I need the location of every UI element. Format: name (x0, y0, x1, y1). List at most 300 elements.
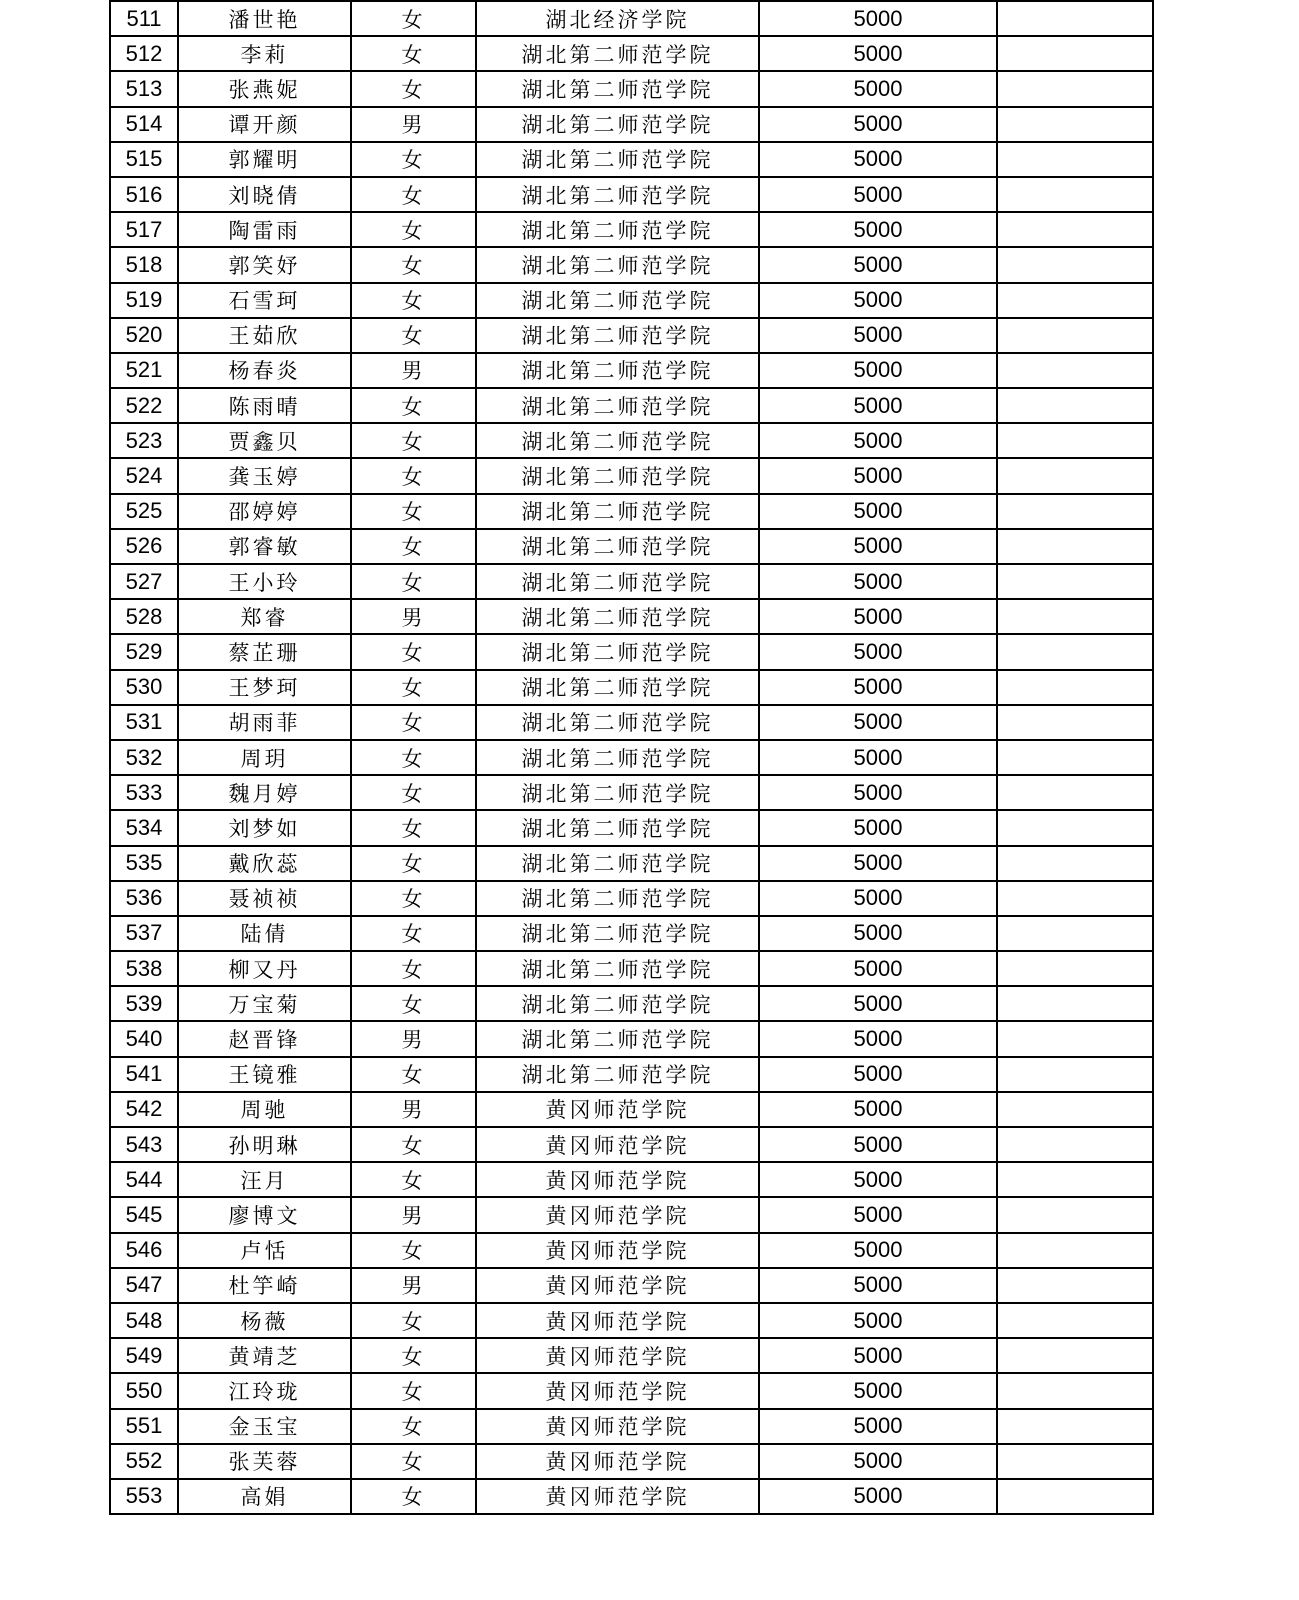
gender-cell: 女 (351, 388, 476, 423)
school-cell: 湖北第二师范学院 (476, 142, 759, 177)
row-number-cell: 534 (110, 810, 178, 845)
table-row (110, 986, 1153, 1021)
name-cell: 孙明琳 (178, 1127, 351, 1162)
amount-cell: 5000 (759, 318, 997, 353)
amount-cell: 5000 (759, 634, 997, 669)
name-cell: 蔡芷珊 (178, 634, 351, 669)
school-cell: 湖北第二师范学院 (476, 705, 759, 740)
table-row (110, 458, 1153, 493)
table-row (110, 1, 1153, 36)
name-cell: 戴欣蕊 (178, 846, 351, 881)
table-row (110, 951, 1153, 986)
table-row (110, 599, 1153, 634)
row-number-cell: 524 (110, 458, 178, 493)
name-cell: 王镜雅 (178, 1057, 351, 1092)
gender-cell: 男 (351, 1021, 476, 1056)
gender-cell: 女 (351, 177, 476, 212)
remark-cell (997, 1092, 1153, 1127)
school-cell: 湖北第二师范学院 (476, 670, 759, 705)
name-cell: 杜竽崎 (178, 1268, 351, 1303)
amount-cell: 5000 (759, 458, 997, 493)
table-row (110, 846, 1153, 881)
gender-cell: 女 (351, 1127, 476, 1162)
gender-cell: 女 (351, 71, 476, 106)
name-cell: 郑睿 (178, 599, 351, 634)
gender-cell: 女 (351, 247, 476, 282)
remark-cell (997, 212, 1153, 247)
school-cell: 湖北第二师范学院 (476, 212, 759, 247)
amount-cell: 5000 (759, 1162, 997, 1197)
gender-cell: 女 (351, 1444, 476, 1479)
row-number-cell: 552 (110, 1444, 178, 1479)
amount-cell: 5000 (759, 1479, 997, 1514)
gender-cell: 男 (351, 599, 476, 634)
remark-cell (997, 353, 1153, 388)
table-row (110, 388, 1153, 423)
amount-cell: 5000 (759, 1021, 997, 1056)
name-cell: 王茹欣 (178, 318, 351, 353)
remark-cell (997, 1233, 1153, 1268)
amount-cell: 5000 (759, 1268, 997, 1303)
table-row (110, 107, 1153, 142)
name-cell: 王小玲 (178, 564, 351, 599)
gender-cell: 女 (351, 810, 476, 845)
school-cell: 黄冈师范学院 (476, 1162, 759, 1197)
gender-cell: 女 (351, 846, 476, 881)
name-cell: 廖博文 (178, 1197, 351, 1232)
amount-cell: 5000 (759, 1127, 997, 1162)
gender-cell: 女 (351, 634, 476, 669)
amount-cell: 5000 (759, 247, 997, 282)
row-number-cell: 545 (110, 1197, 178, 1232)
amount-cell: 5000 (759, 1057, 997, 1092)
name-cell: 谭开颜 (178, 107, 351, 142)
row-number-cell: 522 (110, 388, 178, 423)
name-cell: 郭耀明 (178, 142, 351, 177)
amount-cell: 5000 (759, 1, 997, 36)
table-row (110, 1303, 1153, 1338)
table-row (110, 1479, 1153, 1514)
school-cell: 湖北第二师范学院 (476, 36, 759, 71)
row-number-cell: 525 (110, 494, 178, 529)
remark-cell (997, 1162, 1153, 1197)
school-cell: 湖北第二师范学院 (476, 529, 759, 564)
row-number-cell: 549 (110, 1338, 178, 1373)
school-cell: 湖北第二师范学院 (476, 846, 759, 881)
amount-cell: 5000 (759, 1338, 997, 1373)
remark-cell (997, 283, 1153, 318)
table-row (110, 1373, 1153, 1408)
school-cell: 湖北第二师范学院 (476, 494, 759, 529)
name-cell: 龚玉婷 (178, 458, 351, 493)
gender-cell: 男 (351, 1197, 476, 1232)
table-row (110, 670, 1153, 705)
name-cell: 李莉 (178, 36, 351, 71)
name-cell: 郭笑妤 (178, 247, 351, 282)
recipient-table (109, 0, 1154, 1515)
name-cell: 石雪珂 (178, 283, 351, 318)
name-cell: 刘晓倩 (178, 177, 351, 212)
row-number-cell: 514 (110, 107, 178, 142)
table-row (110, 564, 1153, 599)
row-number-cell: 518 (110, 247, 178, 282)
remark-cell (997, 599, 1153, 634)
name-cell: 张芙蓉 (178, 1444, 351, 1479)
table-row (110, 634, 1153, 669)
gender-cell: 女 (351, 1303, 476, 1338)
gender-cell: 女 (351, 142, 476, 177)
row-number-cell: 542 (110, 1092, 178, 1127)
amount-cell: 5000 (759, 177, 997, 212)
amount-cell: 5000 (759, 740, 997, 775)
remark-cell (997, 846, 1153, 881)
remark-cell (997, 951, 1153, 986)
gender-cell: 男 (351, 1268, 476, 1303)
gender-cell: 男 (351, 107, 476, 142)
name-cell: 胡雨菲 (178, 705, 351, 740)
table-row (110, 353, 1153, 388)
row-number-cell: 539 (110, 986, 178, 1021)
gender-cell: 女 (351, 705, 476, 740)
school-cell: 湖北第二师范学院 (476, 318, 759, 353)
name-cell: 江玲珑 (178, 1373, 351, 1408)
row-number-cell: 519 (110, 283, 178, 318)
name-cell: 陈雨晴 (178, 388, 351, 423)
amount-cell: 5000 (759, 142, 997, 177)
table-row (110, 212, 1153, 247)
row-number-cell: 528 (110, 599, 178, 634)
gender-cell: 女 (351, 36, 476, 71)
name-cell: 汪月 (178, 1162, 351, 1197)
name-cell: 张燕妮 (178, 71, 351, 106)
table-row (110, 1127, 1153, 1162)
amount-cell: 5000 (759, 810, 997, 845)
school-cell: 湖北经济学院 (476, 1, 759, 36)
table-row (110, 36, 1153, 71)
school-cell: 黄冈师范学院 (476, 1303, 759, 1338)
row-number-cell: 550 (110, 1373, 178, 1408)
gender-cell: 女 (351, 1479, 476, 1514)
gender-cell: 女 (351, 1, 476, 36)
name-cell: 杨春炎 (178, 353, 351, 388)
school-cell: 湖北第二师范学院 (476, 283, 759, 318)
amount-cell: 5000 (759, 1233, 997, 1268)
school-cell: 黄冈师范学院 (476, 1233, 759, 1268)
row-number-cell: 551 (110, 1409, 178, 1444)
amount-cell: 5000 (759, 71, 997, 106)
school-cell: 黄冈师范学院 (476, 1092, 759, 1127)
row-number-cell: 544 (110, 1162, 178, 1197)
gender-cell: 女 (351, 1338, 476, 1373)
school-cell: 湖北第二师范学院 (476, 1057, 759, 1092)
table-row (110, 1162, 1153, 1197)
amount-cell: 5000 (759, 388, 997, 423)
row-number-cell: 540 (110, 1021, 178, 1056)
amount-cell: 5000 (759, 916, 997, 951)
name-cell: 魏月婷 (178, 775, 351, 810)
amount-cell: 5000 (759, 986, 997, 1021)
name-cell: 杨薇 (178, 1303, 351, 1338)
amount-cell: 5000 (759, 1092, 997, 1127)
table-row (110, 1409, 1153, 1444)
name-cell: 柳又丹 (178, 951, 351, 986)
remark-cell (997, 740, 1153, 775)
table-row (110, 775, 1153, 810)
gender-cell: 女 (351, 283, 476, 318)
table-row (110, 1268, 1153, 1303)
row-number-cell: 538 (110, 951, 178, 986)
school-cell: 湖北第二师范学院 (476, 740, 759, 775)
name-cell: 金玉宝 (178, 1409, 351, 1444)
remark-cell (997, 247, 1153, 282)
school-cell: 黄冈师范学院 (476, 1338, 759, 1373)
school-cell: 湖北第二师范学院 (476, 881, 759, 916)
gender-cell: 女 (351, 1233, 476, 1268)
remark-cell (997, 1197, 1153, 1232)
name-cell: 周驰 (178, 1092, 351, 1127)
amount-cell: 5000 (759, 1303, 997, 1338)
gender-cell: 女 (351, 986, 476, 1021)
row-number-cell: 543 (110, 1127, 178, 1162)
table-row (110, 705, 1153, 740)
amount-cell: 5000 (759, 1409, 997, 1444)
gender-cell: 女 (351, 318, 476, 353)
row-number-cell: 529 (110, 634, 178, 669)
amount-cell: 5000 (759, 353, 997, 388)
name-cell: 郭睿敏 (178, 529, 351, 564)
school-cell: 湖北第二师范学院 (476, 634, 759, 669)
table-row (110, 423, 1153, 458)
gender-cell: 女 (351, 881, 476, 916)
amount-cell: 5000 (759, 529, 997, 564)
remark-cell (997, 318, 1153, 353)
school-cell: 湖北第二师范学院 (476, 810, 759, 845)
amount-cell: 5000 (759, 670, 997, 705)
table-row (110, 1021, 1153, 1056)
school-cell: 湖北第二师范学院 (476, 951, 759, 986)
table-row (110, 740, 1153, 775)
remark-cell (997, 458, 1153, 493)
gender-cell: 女 (351, 458, 476, 493)
name-cell: 黄靖芝 (178, 1338, 351, 1373)
remark-cell (997, 775, 1153, 810)
remark-cell (997, 388, 1153, 423)
table-row (110, 177, 1153, 212)
gender-cell: 女 (351, 951, 476, 986)
gender-cell: 女 (351, 494, 476, 529)
remark-cell (997, 177, 1153, 212)
table-row (110, 881, 1153, 916)
row-number-cell: 520 (110, 318, 178, 353)
table-row (110, 1338, 1153, 1373)
recipient-table-body (110, 1, 1153, 1514)
table-row (110, 71, 1153, 106)
school-cell: 黄冈师范学院 (476, 1479, 759, 1514)
gender-cell: 女 (351, 564, 476, 599)
name-cell: 高娟 (178, 1479, 351, 1514)
remark-cell (997, 1127, 1153, 1162)
name-cell: 卢恬 (178, 1233, 351, 1268)
gender-cell: 女 (351, 1373, 476, 1408)
school-cell: 湖北第二师范学院 (476, 986, 759, 1021)
gender-cell: 女 (351, 740, 476, 775)
row-number-cell: 547 (110, 1268, 178, 1303)
remark-cell (997, 564, 1153, 599)
name-cell: 周玥 (178, 740, 351, 775)
gender-cell: 男 (351, 1092, 476, 1127)
amount-cell: 5000 (759, 599, 997, 634)
amount-cell: 5000 (759, 564, 997, 599)
school-cell: 湖北第二师范学院 (476, 775, 759, 810)
amount-cell: 5000 (759, 951, 997, 986)
name-cell: 潘世艳 (178, 1, 351, 36)
school-cell: 湖北第二师范学院 (476, 564, 759, 599)
row-number-cell: 537 (110, 916, 178, 951)
amount-cell: 5000 (759, 775, 997, 810)
school-cell: 湖北第二师范学院 (476, 247, 759, 282)
remark-cell (997, 1057, 1153, 1092)
table-row (110, 810, 1153, 845)
name-cell: 万宝菊 (178, 986, 351, 1021)
table-row (110, 1233, 1153, 1268)
row-number-cell: 541 (110, 1057, 178, 1092)
amount-cell: 5000 (759, 283, 997, 318)
remark-cell (997, 1303, 1153, 1338)
name-cell: 贾鑫贝 (178, 423, 351, 458)
remark-cell (997, 494, 1153, 529)
row-number-cell: 511 (110, 1, 178, 36)
row-number-cell: 548 (110, 1303, 178, 1338)
remark-cell (997, 916, 1153, 951)
amount-cell: 5000 (759, 881, 997, 916)
school-cell: 湖北第二师范学院 (476, 107, 759, 142)
row-number-cell: 536 (110, 881, 178, 916)
table-row (110, 1197, 1153, 1232)
amount-cell: 5000 (759, 36, 997, 71)
table-row (110, 283, 1153, 318)
table-row (110, 1092, 1153, 1127)
table-row (110, 142, 1153, 177)
school-cell: 湖北第二师范学院 (476, 1021, 759, 1056)
table-row (110, 529, 1153, 564)
name-cell: 陆倩 (178, 916, 351, 951)
name-cell: 赵晋锋 (178, 1021, 351, 1056)
table-row (110, 318, 1153, 353)
remark-cell (997, 1338, 1153, 1373)
row-number-cell: 527 (110, 564, 178, 599)
amount-cell: 5000 (759, 423, 997, 458)
school-cell: 湖北第二师范学院 (476, 71, 759, 106)
row-number-cell: 513 (110, 71, 178, 106)
gender-cell: 女 (351, 212, 476, 247)
remark-cell (997, 107, 1153, 142)
remark-cell (997, 1479, 1153, 1514)
school-cell: 黄冈师范学院 (476, 1268, 759, 1303)
remark-cell (997, 810, 1153, 845)
school-cell: 湖北第二师范学院 (476, 388, 759, 423)
name-cell: 聂祯祯 (178, 881, 351, 916)
gender-cell: 女 (351, 423, 476, 458)
table-row (110, 1057, 1153, 1092)
amount-cell: 5000 (759, 494, 997, 529)
row-number-cell: 516 (110, 177, 178, 212)
remark-cell (997, 881, 1153, 916)
school-cell: 湖北第二师范学院 (476, 177, 759, 212)
remark-cell (997, 71, 1153, 106)
amount-cell: 5000 (759, 1197, 997, 1232)
gender-cell: 男 (351, 353, 476, 388)
school-cell: 湖北第二师范学院 (476, 916, 759, 951)
amount-cell: 5000 (759, 1373, 997, 1408)
row-number-cell: 533 (110, 775, 178, 810)
school-cell: 黄冈师范学院 (476, 1197, 759, 1232)
school-cell: 黄冈师范学院 (476, 1444, 759, 1479)
table-row (110, 916, 1153, 951)
row-number-cell: 532 (110, 740, 178, 775)
gender-cell: 女 (351, 1162, 476, 1197)
gender-cell: 女 (351, 916, 476, 951)
remark-cell (997, 986, 1153, 1021)
gender-cell: 女 (351, 670, 476, 705)
name-cell: 刘梦如 (178, 810, 351, 845)
table-row (110, 494, 1153, 529)
school-cell: 黄冈师范学院 (476, 1409, 759, 1444)
row-number-cell: 546 (110, 1233, 178, 1268)
remark-cell (997, 1268, 1153, 1303)
remark-cell (997, 142, 1153, 177)
remark-cell (997, 423, 1153, 458)
remark-cell (997, 634, 1153, 669)
row-number-cell: 531 (110, 705, 178, 740)
remark-cell (997, 1, 1153, 36)
row-number-cell: 530 (110, 670, 178, 705)
gender-cell: 女 (351, 1057, 476, 1092)
row-number-cell: 526 (110, 529, 178, 564)
row-number-cell: 512 (110, 36, 178, 71)
amount-cell: 5000 (759, 846, 997, 881)
remark-cell (997, 529, 1153, 564)
table-row (110, 1444, 1153, 1479)
name-cell: 王梦珂 (178, 670, 351, 705)
school-cell: 湖北第二师范学院 (476, 353, 759, 388)
row-number-cell: 521 (110, 353, 178, 388)
row-number-cell: 517 (110, 212, 178, 247)
amount-cell: 5000 (759, 705, 997, 740)
remark-cell (997, 1444, 1153, 1479)
amount-cell: 5000 (759, 1444, 997, 1479)
row-number-cell: 553 (110, 1479, 178, 1514)
school-cell: 湖北第二师范学院 (476, 423, 759, 458)
school-cell: 湖北第二师范学院 (476, 458, 759, 493)
school-cell: 湖北第二师范学院 (476, 599, 759, 634)
row-number-cell: 535 (110, 846, 178, 881)
name-cell: 邵婷婷 (178, 494, 351, 529)
amount-cell: 5000 (759, 107, 997, 142)
row-number-cell: 515 (110, 142, 178, 177)
remark-cell (997, 1021, 1153, 1056)
remark-cell (997, 1373, 1153, 1408)
remark-cell (997, 1409, 1153, 1444)
remark-cell (997, 705, 1153, 740)
name-cell: 陶雷雨 (178, 212, 351, 247)
row-number-cell: 523 (110, 423, 178, 458)
gender-cell: 女 (351, 529, 476, 564)
school-cell: 黄冈师范学院 (476, 1127, 759, 1162)
remark-cell (997, 670, 1153, 705)
school-cell: 黄冈师范学院 (476, 1373, 759, 1408)
gender-cell: 女 (351, 1409, 476, 1444)
gender-cell: 女 (351, 775, 476, 810)
